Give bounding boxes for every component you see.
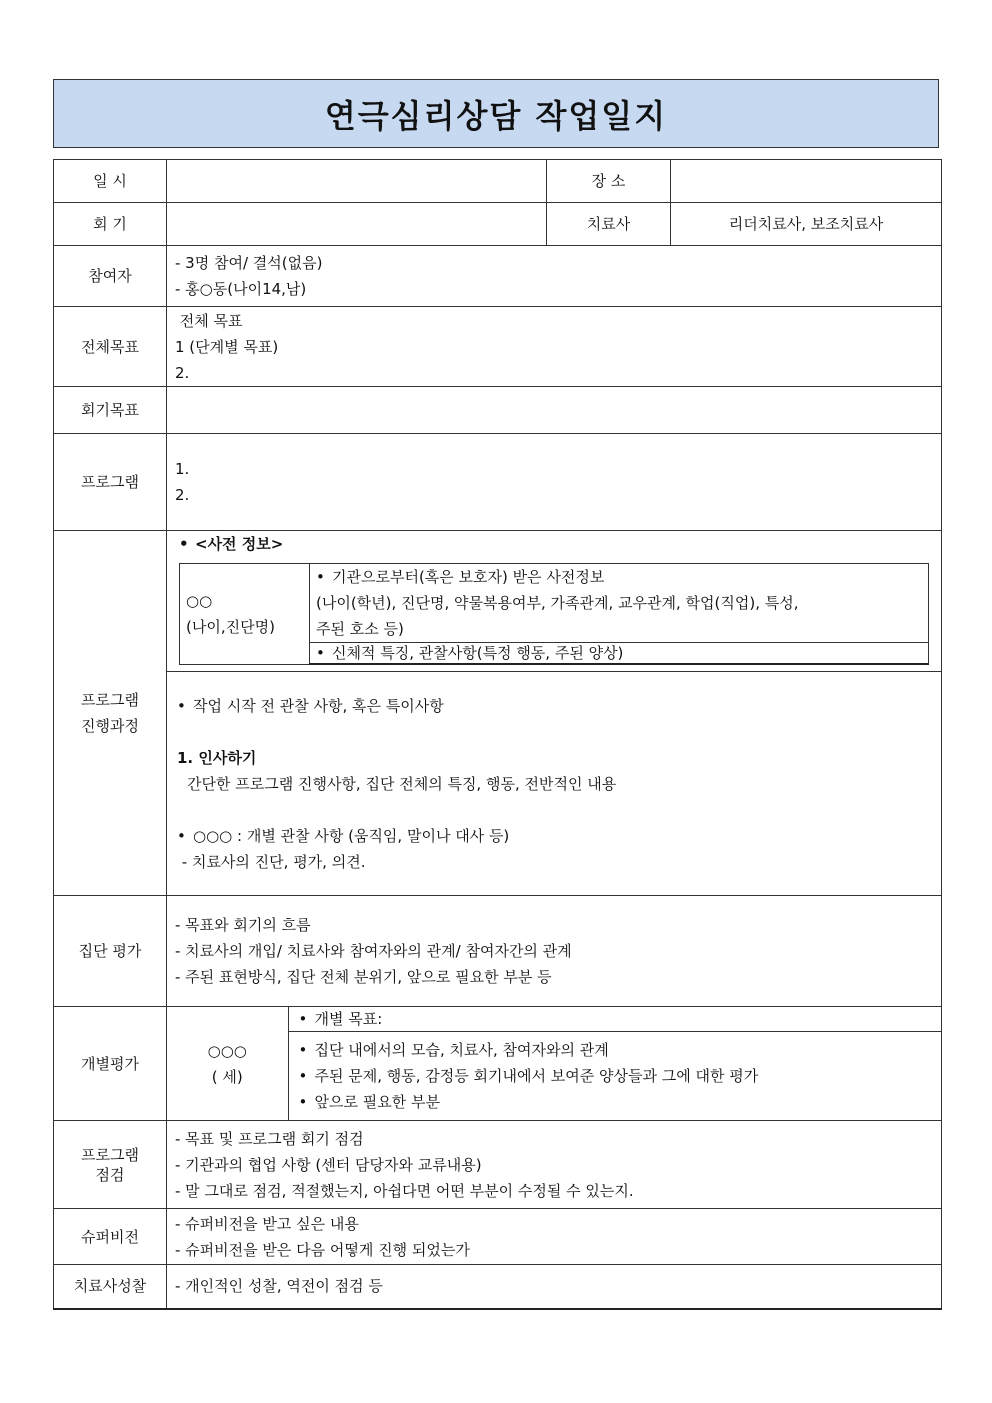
label-session: 회 기 <box>54 203 167 246</box>
pre-info-line: (나이(학년), 진단명, 약물복용여부, 가족관계, 교우관계, 학업(직업), 특성, <box>316 594 799 612</box>
individual-eval-name-cell[interactable] <box>167 1007 288 1120</box>
progress-greet-heading: 1. 인사하기 <box>177 748 257 767</box>
individual-eval-item: • 앞으로 필요한 부분 <box>299 1089 936 1115</box>
pre-info-line: • 기관으로부터(혹은 보호자) 받은 사전정보 <box>316 564 922 590</box>
session-goal-field[interactable] <box>167 387 942 434</box>
label-supervision: 슈퍼비전 <box>54 1209 167 1265</box>
label-reflection: 치료사성찰 <box>54 1265 167 1309</box>
progress-greet-text: 간단한 프로그램 진행사항, 집단 전체의 특징, 행동, 전반적인 내용 <box>187 774 617 793</box>
group-eval-field[interactable] <box>167 896 942 1007</box>
row-group-eval <box>54 896 942 1007</box>
row-program-check <box>54 1121 942 1209</box>
program-line: 1. <box>175 460 190 478</box>
row-individual-eval <box>54 1007 942 1121</box>
pre-info-name: ○○ <box>186 591 213 610</box>
program-check-field[interactable] <box>167 1121 942 1209</box>
program-field[interactable] <box>167 434 942 531</box>
label-program: 프로그램 <box>54 434 167 531</box>
label-therapist: 치료사 <box>547 203 671 246</box>
label-program-check-line: 점검 <box>95 1165 125 1184</box>
label-session-goal: 회기목표 <box>54 387 167 434</box>
label-overall-goal: 전체목표 <box>54 307 167 387</box>
program-check-line: - 목표 및 프로그램 회기 점검 <box>175 1129 364 1148</box>
row-reflection <box>54 1265 942 1309</box>
individual-eval-name: ○○○ <box>207 1041 247 1060</box>
supervision-line: - 슈퍼비전을 받은 다음 어떻게 진행 되었는가 <box>175 1240 470 1259</box>
individual-eval-items-cell[interactable] <box>288 1031 941 1120</box>
label-individual-eval: 개별평가 <box>54 1007 167 1121</box>
label-progress-line: 진행과정 <box>81 717 139 735</box>
individual-eval-age: ( 세) <box>211 1067 243 1086</box>
individual-eval-item: • 집단 내에서의 모습, 치료사, 참여자와의 관계 <box>299 1037 936 1063</box>
pre-info-line: 주된 호소 등) <box>316 620 404 638</box>
participants-field[interactable] <box>167 246 942 307</box>
label-date: 일 시 <box>54 160 167 203</box>
pre-info-physical-cell[interactable] <box>310 643 929 665</box>
label-program-check <box>54 1121 167 1209</box>
label-progress-line: 프로그램 <box>81 691 139 709</box>
pre-info-cell <box>167 531 942 672</box>
program-check-line: - 말 그대로 점검, 적절했는지, 아쉽다면 어떤 부분이 수정될 수 있는지. <box>175 1181 634 1200</box>
program-line: 2. <box>175 486 190 504</box>
title-box <box>53 79 939 148</box>
individual-eval-item: • 주된 문제, 행동, 감정등 회기내에서 보여준 양상들과 그에 대한 평가 <box>299 1063 936 1089</box>
label-participants: 참여자 <box>54 246 167 307</box>
page-title: 연극심리상담 작업일지 <box>324 96 668 135</box>
place-field[interactable] <box>671 160 942 203</box>
overall-goal-line: 전체 목표 <box>175 311 243 330</box>
row-date-place <box>54 160 942 203</box>
label-place: 장 소 <box>547 160 671 203</box>
pre-info-name-sub: (나이,진단명) <box>186 617 275 636</box>
overall-goal-field[interactable] <box>167 307 942 387</box>
label-group-eval: 집단 평가 <box>54 896 167 1007</box>
reflection-field[interactable] <box>167 1265 942 1309</box>
group-eval-line: - 치료사의 개입/ 치료사와 참여자와의 관계/ 참여자간의 관계 <box>175 942 572 960</box>
pre-info-name-cell[interactable] <box>180 564 310 665</box>
overall-goal-line: 1 (단계별 목표) <box>175 337 279 356</box>
pre-info-line: • 신체적 특징, 관찰사항(특정 행동, 주된 양상) <box>316 643 922 663</box>
label-progress <box>54 531 167 896</box>
date-field[interactable] <box>167 160 547 203</box>
therapist-value[interactable]: 리더치료사, 보조치료사 <box>671 203 942 246</box>
participants-line: - 3명 참여/ 결석(없음) <box>175 254 323 272</box>
program-check-line: - 기관과의 협업 사항 (센터 담당자와 교류내용) <box>175 1155 482 1174</box>
supervision-line: - 슈퍼비전을 받고 싶은 내용 <box>175 1214 359 1233</box>
progress-therapist-note: - 치료사의 진단, 평가, 의견. <box>177 852 366 871</box>
progress-obs: • 작업 시작 전 관찰 사항, 혹은 특이사항 <box>177 693 931 719</box>
overall-goal-line: 2. <box>175 363 190 382</box>
reflection-line: - 개인적인 성찰, 역전이 점검 등 <box>175 1277 383 1296</box>
row-supervision <box>54 1209 942 1265</box>
pre-info-detail-cell[interactable] <box>310 564 929 643</box>
supervision-field[interactable] <box>167 1209 942 1265</box>
progress-individual-obs: • ○○○ : 개별 관찰 사항 (움직임, 말이나 대사 등) <box>177 823 931 849</box>
row-program <box>54 434 942 531</box>
row-session-therapist <box>54 203 942 246</box>
individual-eval-goal-cell[interactable] <box>288 1007 941 1031</box>
group-eval-line: - 목표와 회기의 흐름 <box>175 916 311 934</box>
row-participants <box>54 246 942 307</box>
session-field[interactable] <box>167 203 547 246</box>
label-program-check-line: 프로그램 <box>81 1145 139 1164</box>
individual-eval-cell <box>167 1007 942 1121</box>
pre-info-heading: • <사전 정보> <box>179 531 929 557</box>
worklog-table <box>53 159 942 1310</box>
progress-body-field[interactable] <box>167 672 942 896</box>
row-progress-preinfo <box>54 531 942 672</box>
row-overall-goal <box>54 307 942 387</box>
individual-eval-goal: • 개별 목표: <box>299 1008 936 1030</box>
pre-info-table <box>179 563 929 665</box>
individual-eval-table <box>167 1007 941 1120</box>
participants-line: - 홍○동(나이14,남) <box>175 280 307 298</box>
group-eval-line: - 주된 표현방식, 집단 전체 분위기, 앞으로 필요한 부분 등 <box>175 968 552 986</box>
row-progress-body <box>54 672 942 896</box>
row-session-goal <box>54 387 942 434</box>
